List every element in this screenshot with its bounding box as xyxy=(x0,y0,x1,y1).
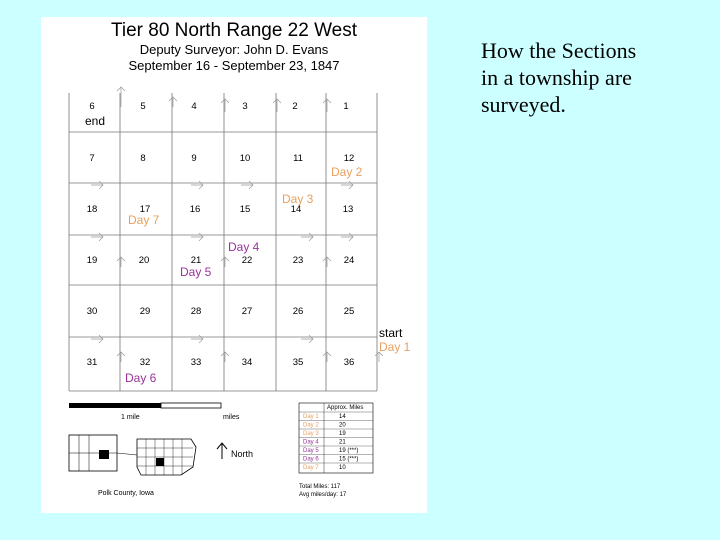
section-number: 33 xyxy=(190,357,202,368)
legend-average: Avg miles/day: 17 xyxy=(299,492,347,498)
legend-miles: 19 xyxy=(339,431,346,437)
legend-day: Day 1 xyxy=(303,414,319,420)
legend-miles: 14 xyxy=(339,414,346,420)
section-number: 36 xyxy=(343,357,355,368)
legend-day: Day 5 xyxy=(303,448,319,454)
legend-day: Day 6 xyxy=(303,456,319,463)
section-number: 16 xyxy=(189,204,201,215)
section-number: 32 xyxy=(139,357,151,368)
section-number: 31 xyxy=(86,357,98,368)
day-1-label: Day 1 xyxy=(379,340,411,354)
section-number: 8 xyxy=(140,153,146,164)
township-grid xyxy=(41,17,427,513)
section-number: 1 xyxy=(343,101,349,112)
section-number: 11 xyxy=(293,153,303,164)
section-number: 25 xyxy=(343,306,355,317)
day-2-label: Day 2 xyxy=(331,165,363,179)
section-number: 2 xyxy=(292,101,298,112)
scale-mile-label: 1 mile xyxy=(121,414,140,421)
day-4-label: Day 4 xyxy=(228,240,260,254)
north-arrow-icon xyxy=(217,443,227,459)
location-inset xyxy=(69,435,196,497)
section-number: 4 xyxy=(191,101,197,112)
north-arrow xyxy=(217,443,253,459)
start-label: start xyxy=(379,326,403,340)
section-number: 21 xyxy=(190,255,202,266)
legend-miles: 20 xyxy=(339,422,346,429)
map-deputy: Deputy Surveyor: John D. Evans xyxy=(139,42,329,57)
section-number: 26 xyxy=(292,306,304,317)
miles-legend xyxy=(299,403,373,498)
section-number: 7 xyxy=(89,153,95,164)
scale-bar xyxy=(69,403,240,421)
section-number: 27 xyxy=(241,306,253,317)
legend-day: Day 4 xyxy=(303,439,319,446)
section-number: 17 xyxy=(139,204,151,215)
legend-header: Approx. Miles xyxy=(327,405,364,411)
section-number: 15 xyxy=(239,204,251,215)
section-number: 30 xyxy=(86,306,98,317)
section-numbers xyxy=(87,101,355,368)
day-6-label: Day 6 xyxy=(125,371,157,385)
section-number: 29 xyxy=(139,306,151,317)
legend-day: Day 2 xyxy=(303,422,319,429)
section-number: 9 xyxy=(191,153,197,164)
day-7-label: Day 7 xyxy=(128,213,160,227)
legend-miles: 15 (***) xyxy=(339,456,359,463)
scale-miles-label: miles xyxy=(223,414,240,421)
map-dates: September 16 - September 23, 1847 xyxy=(128,58,340,73)
north-label: North xyxy=(231,449,254,459)
legend-day: Day 3 xyxy=(303,431,319,437)
section-number: 34 xyxy=(241,357,253,368)
map-title: Tier 80 North Range 22 West xyxy=(110,20,358,41)
section-number: 3 xyxy=(242,101,248,112)
section-number: 23 xyxy=(292,255,304,266)
section-number: 6 xyxy=(89,101,95,112)
day-3-label: Day 3 xyxy=(282,192,314,206)
section-number: 20 xyxy=(138,255,150,266)
slide-caption: How the Sections in a township are surveyed. xyxy=(481,38,637,117)
section-number: 12 xyxy=(343,153,355,164)
day-5-label: Day 5 xyxy=(180,265,212,279)
section-number: 10 xyxy=(239,153,251,164)
section-number: 19 xyxy=(86,255,98,266)
legend-total: Total Miles: 117 xyxy=(299,484,341,490)
section-number: 18 xyxy=(86,204,98,215)
township-map xyxy=(41,17,427,513)
legend-miles: 19 (***) xyxy=(339,448,359,454)
section-number: 24 xyxy=(343,255,355,266)
legend-miles: 21 xyxy=(339,439,346,446)
section-number: 35 xyxy=(292,357,304,368)
inset-county-label: Polk County, Iowa xyxy=(98,490,154,497)
legend-day: Day 7 xyxy=(303,465,319,471)
section-number: 5 xyxy=(140,101,146,112)
end-label: end xyxy=(85,114,106,128)
section-number: 22 xyxy=(241,255,253,266)
section-number: 13 xyxy=(342,204,354,215)
section-number: 28 xyxy=(190,306,202,317)
section-number: 14 xyxy=(290,204,302,215)
section-lines xyxy=(69,93,377,391)
legend-miles: 10 xyxy=(339,465,346,471)
